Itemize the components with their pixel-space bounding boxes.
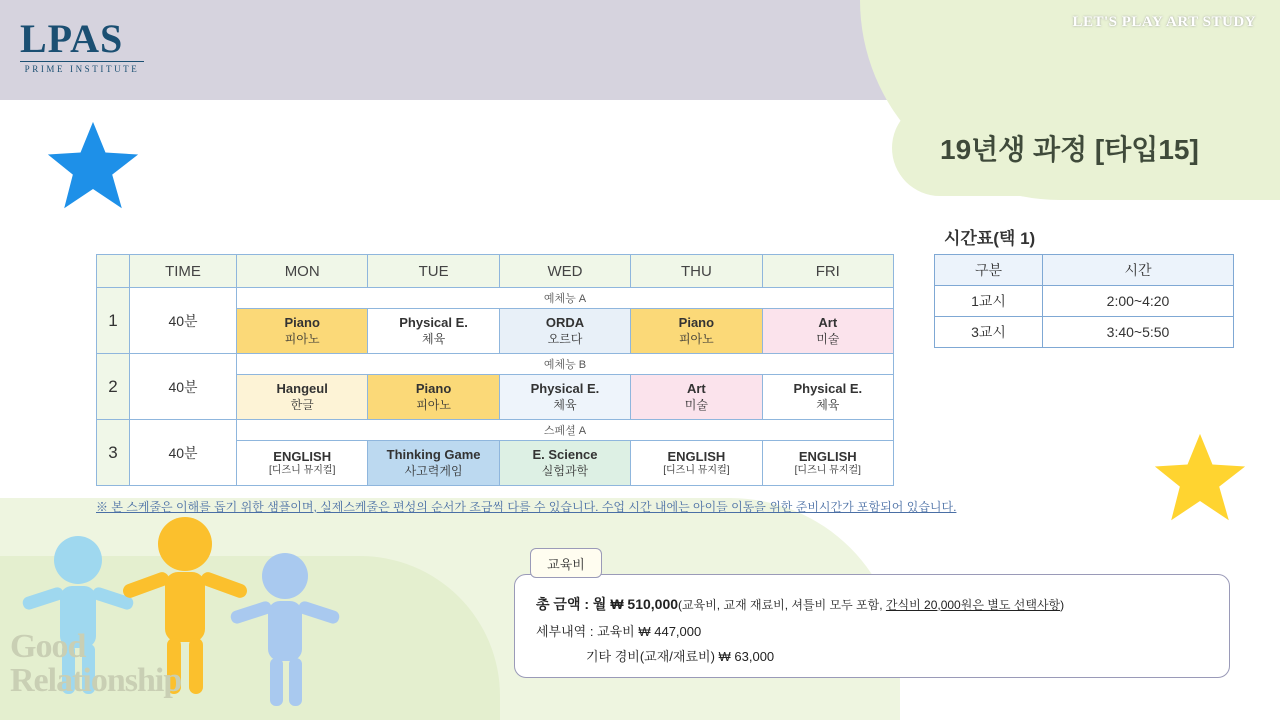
period-1-tue (368, 309, 499, 354)
schedule-note: ※ 본 스케줄은 이해를 돕기 위한 샘플이며, 실제스케줄은 편성의 순서가 조금씩 다를 수 있습니다. 수업 시간 내에는 아이들 이동을 위한 준비시간가 포함되어 있습니다. (96, 500, 957, 514)
period-2-band: 예체능 B (237, 354, 894, 375)
logo (20, 18, 170, 74)
subject-ko: 체육 (553, 397, 577, 412)
subject-en: ENGLISH (798, 448, 857, 464)
subject-ko: 오르다 (547, 331, 583, 346)
timetable-select-table (934, 254, 1234, 348)
blue-star-icon (45, 118, 141, 214)
subject-note: [디즈니 뮤지컬] (663, 464, 730, 476)
period-1-band: 예체능 A (237, 288, 894, 309)
subject-en: Piano (678, 315, 715, 331)
table-row (935, 317, 1234, 348)
fee-total-note-underline: 간식비 20,000원은 별도 선택사항 (885, 598, 1061, 612)
subject-note: [디즈니 뮤지컬] (794, 464, 861, 476)
period-1-fri (762, 309, 893, 354)
subject-ko: 피아노 (416, 397, 451, 412)
schedule-header-time: TIME (130, 255, 237, 288)
subject-en: Physical E. (399, 315, 468, 331)
period-2-mon (237, 375, 368, 420)
period-1-mon (237, 309, 368, 354)
period-3-fri (762, 441, 893, 486)
period-1-thu (631, 309, 762, 354)
mini-header-1: 시간 (1043, 255, 1234, 286)
subject-en: ORDA (545, 315, 585, 331)
subject-en: ENGLISH (273, 448, 332, 464)
fee-detail-1: 세부내역 : 교육비 ₩ 447,000 (536, 624, 702, 639)
fee-total-label: 총 금액 : 월 ₩ 510,000 (536, 596, 679, 612)
schedule-header-row (97, 255, 894, 288)
brand-bottom-line1: Good (10, 628, 86, 665)
schedule-header-thu: THU (631, 255, 762, 288)
fee-total-line (536, 594, 1064, 614)
subject-ko: 사고력게임 (404, 463, 463, 478)
logo-main-text: LPAS (20, 16, 124, 61)
subject-en: Thinking Game (386, 447, 481, 463)
period-2-tue (368, 375, 499, 420)
timetable-select-label: 시간표(택 1) (944, 229, 1036, 248)
subject-en: Piano (284, 315, 320, 331)
schedule-header-mon: MON (237, 255, 368, 288)
period-2-number: 2 (97, 354, 130, 420)
mini-header-0: 구분 (935, 255, 1043, 286)
period-3-duration: 40분 (130, 420, 237, 486)
period-3-band: 스페셜 A (237, 420, 894, 441)
subject-ko: 피아노 (678, 331, 714, 346)
period-2-fri (762, 375, 893, 420)
subject-note: [디즈니 뮤지컬] (269, 464, 336, 476)
header-tagline: LET'S PLAY ART STUDY (1072, 14, 1256, 30)
mini-table-header-row (935, 255, 1234, 286)
period-3-number: 3 (97, 420, 130, 486)
period-2-duration: 40분 (130, 354, 237, 420)
brand-bottom-line2: Relationship (10, 662, 182, 699)
kid-illustration-right (228, 548, 343, 713)
period-3-mon (237, 441, 368, 486)
subject-en: Art (818, 315, 838, 331)
schedule-header-fri: FRI (762, 255, 893, 288)
mini-row1-col1: 3:40~5:50 (1043, 317, 1234, 348)
table-row (935, 286, 1234, 317)
subject-en: Hangeul (276, 381, 328, 397)
fee-detail-2: 기타 경비(교재/재료비) ₩ 63,000 (586, 649, 775, 664)
subject-ko: 실험과학 (541, 463, 589, 478)
fee-total-note: (교육비, 교재 재료비, 셔틀비 모두 포함, (678, 598, 886, 612)
subject-en: Art (686, 381, 706, 397)
yellow-star-icon (1152, 430, 1248, 526)
period-3-tue (368, 441, 499, 486)
period-1-duration: 40분 (130, 288, 237, 354)
period-3-wed (499, 441, 630, 486)
period-2-wed (499, 375, 630, 420)
subject-en: Physical E. (530, 381, 600, 397)
brand-bottom-text (10, 630, 181, 698)
schedule-header-corner (97, 255, 130, 288)
mini-row0-col0: 1교시 (935, 286, 1043, 317)
subject-en: Piano (415, 381, 452, 397)
subject-ko: 피아노 (284, 331, 320, 346)
schedule-header-tue: TUE (368, 255, 499, 288)
subject-ko: 체육 (816, 397, 840, 412)
fee-total-note-end: ) (1060, 598, 1065, 612)
subject-en: Physical E. (793, 381, 863, 397)
logo-sub-text: PRIME INSTITUTE (20, 61, 144, 74)
period-2-thu (631, 375, 762, 420)
schedule-table (96, 254, 894, 486)
page-title: 19년생 과정 [타입15] (940, 134, 1199, 165)
fee-tag: 교육비 (530, 548, 602, 578)
period-1-number: 1 (97, 288, 130, 354)
mini-row0-col1: 2:00~4:20 (1043, 286, 1234, 317)
table-row (97, 354, 894, 375)
table-row (97, 288, 894, 309)
subject-ko: 미술 (816, 331, 840, 346)
subject-en: E. Science (532, 447, 598, 463)
schedule-header-wed: WED (499, 255, 630, 288)
subject-ko: 미술 (684, 397, 708, 412)
period-3-thu (631, 441, 762, 486)
subject-ko: 한글 (290, 397, 314, 412)
period-1-wed (499, 309, 630, 354)
subject-en: ENGLISH (667, 448, 726, 464)
table-row (97, 420, 894, 441)
mini-row1-col0: 3교시 (935, 317, 1043, 348)
subject-ko: 체육 (421, 331, 446, 346)
